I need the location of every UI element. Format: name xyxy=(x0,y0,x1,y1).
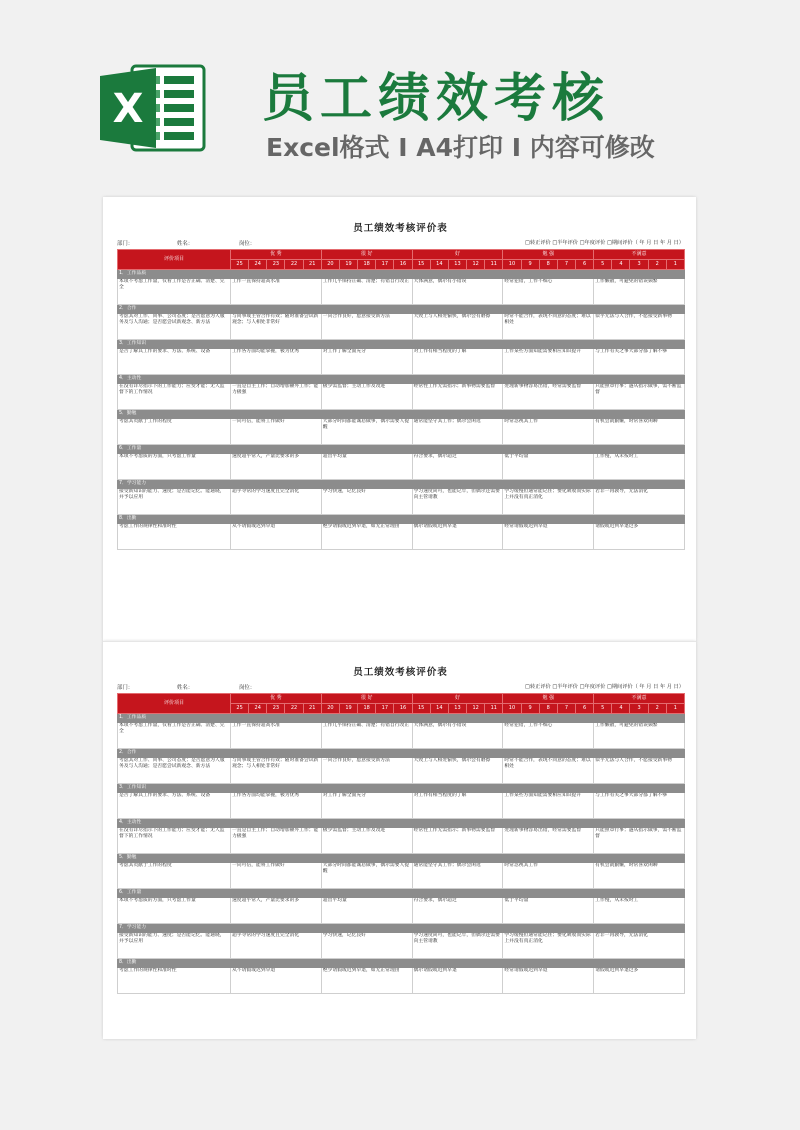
level-header: 很 好 xyxy=(321,694,412,704)
score-header[interactable]: 14 xyxy=(430,704,448,714)
post-label: 岗位： xyxy=(239,241,256,247)
level-header-row xyxy=(118,694,685,704)
level-header: 勉 强 xyxy=(503,694,594,704)
criteria-cell[interactable]: 工作某些方面知能需要相应知识提升 xyxy=(503,349,594,375)
item-description: 考虑其对工作、同事、公司态度；是否愿意为人服务及与人沟通；是否愿尝试新观念、新方法 xyxy=(118,758,231,784)
criteria-cell[interactable]: 偶尔请假或迟到早退 xyxy=(412,968,503,994)
category-row xyxy=(118,445,685,454)
criteria-cell[interactable]: 处理新事物容易出错，经常需要监督 xyxy=(503,828,594,854)
item-description: 本项不考虑工作量，仅看工作是否正确、清楚、完全 xyxy=(118,723,231,749)
score-header[interactable]: 11 xyxy=(485,704,503,714)
page-subtitle: Excel格式 I A4打印 I 内容可修改 xyxy=(266,133,655,162)
category-name: 7．学习能力 xyxy=(118,924,685,933)
score-header[interactable]: 7 xyxy=(557,260,575,270)
criteria-cell[interactable]: 一向合作良好，愿意接受新方法 xyxy=(321,314,412,340)
criteria-cell[interactable]: 符合要求，偶尔超过 xyxy=(412,454,503,480)
category-row xyxy=(118,410,685,419)
criteria-cell[interactable]: 超乎寻常的学习速度且完全消化 xyxy=(231,933,322,959)
score-header[interactable]: 21 xyxy=(303,260,321,270)
score-header[interactable]: 18 xyxy=(358,704,376,714)
evaluation-type-checks[interactable]: □转正评价 □半年评价 □年度评价 □期间评价（ 年 月 日 年 月 日） xyxy=(525,240,684,246)
score-header[interactable]: 2 xyxy=(648,260,666,270)
criteria-cell[interactable]: 工作几乎保持正确、清楚；有错自行改正 xyxy=(321,279,412,305)
score-header[interactable]: 7 xyxy=(557,704,575,714)
score-header[interactable]: 12 xyxy=(467,260,485,270)
criteria-cell[interactable]: 超出平均量 xyxy=(321,454,412,480)
criteria-row xyxy=(118,898,685,924)
criteria-cell[interactable]: 时常忽视其工作 xyxy=(503,863,594,889)
criteria-cell[interactable]: 工作懒散，可避免的错误频繁 xyxy=(594,723,685,749)
name-label: 姓名： xyxy=(177,241,194,247)
criteria-cell[interactable]: 从不请假或迟到早退 xyxy=(231,968,322,994)
criteria-cell[interactable]: 绝少请假或迟到早退，如无正常理由 xyxy=(321,968,412,994)
excel-logo-icon xyxy=(98,60,208,156)
score-header[interactable]: 4 xyxy=(612,704,630,714)
level-header: 不满意 xyxy=(594,694,685,704)
category-name: 5．勤勉 xyxy=(118,854,685,863)
form-sheet-2 xyxy=(103,641,696,1039)
score-header[interactable]: 20 xyxy=(321,260,339,270)
category-name: 6．工作量 xyxy=(118,445,685,454)
criteria-cell[interactable]: 工作一直保持超高水准 xyxy=(231,723,322,749)
criteria-row xyxy=(118,758,685,784)
item-description: 本项不考虑工作量，仅看工作是否正确、清楚、完全 xyxy=(118,279,231,305)
form-title: 员工绩效考核评价表 xyxy=(353,223,448,234)
score-header[interactable]: 19 xyxy=(339,704,357,714)
criteria-cell[interactable]: 大体满意，偶尔有小错误 xyxy=(412,279,503,305)
criteria-row xyxy=(118,723,685,749)
criteria-row xyxy=(118,419,685,445)
criteria-cell[interactable]: 似乎无法与人合作，不愿接受新事物 xyxy=(594,314,685,340)
criteria-cell[interactable]: 工作一直保持超高水准 xyxy=(231,279,322,305)
criteria-cell[interactable]: 对工作有相当程度的了解 xyxy=(412,349,503,375)
score-header[interactable]: 1 xyxy=(666,260,684,270)
criteria-cell[interactable]: 经常犯错，工作不细心 xyxy=(503,279,594,305)
criteria-cell[interactable]: 对工作了解全面充分 xyxy=(321,349,412,375)
category-row xyxy=(118,714,685,723)
level-header: 不满意 xyxy=(594,250,685,260)
criteria-cell[interactable]: 一向可信，能将工作做好 xyxy=(231,419,322,445)
category-name: 2．合作 xyxy=(118,749,685,758)
page-header xyxy=(0,0,800,190)
criteria-cell[interactable]: 一向可信，能将工作做好 xyxy=(231,863,322,889)
criteria-cell[interactable]: 偶尔请假或迟到早退 xyxy=(412,524,503,550)
item-header: 评价项目 xyxy=(118,694,231,714)
category-row xyxy=(118,340,685,349)
score-header[interactable]: 25 xyxy=(231,704,249,714)
criteria-cell[interactable]: 低于平均量 xyxy=(503,898,594,924)
criteria-cell[interactable]: 工作各方面均能掌握，极为优秀 xyxy=(231,349,322,375)
form-content xyxy=(117,221,684,550)
score-header[interactable]: 6 xyxy=(576,704,594,714)
score-header[interactable]: 17 xyxy=(376,704,394,714)
score-header[interactable]: 9 xyxy=(521,260,539,270)
form-title: 员工绩效考核评价表 xyxy=(353,667,448,678)
criteria-cell[interactable]: 请假或迟到早退过多 xyxy=(594,524,685,550)
score-header[interactable]: 22 xyxy=(285,704,303,714)
level-header: 好 xyxy=(412,694,503,704)
criteria-row xyxy=(118,863,685,889)
criteria-cell[interactable]: 通常能坚守其工作；偶尔会闲逛 xyxy=(412,419,503,445)
category-row xyxy=(118,959,685,968)
criteria-cell[interactable]: 工作某些方面知能需要相应知识提升 xyxy=(503,793,594,819)
score-header[interactable]: 24 xyxy=(249,260,267,270)
criteria-cell[interactable]: 一直是自主工作；自动增加额外工作；能力极强 xyxy=(231,828,322,854)
evaluation-table xyxy=(117,249,685,550)
category-name: 8．出勤 xyxy=(118,959,685,968)
criteria-cell[interactable]: 经常性工作无需指示；新事物需要监督 xyxy=(412,384,503,410)
criteria-cell[interactable]: 若非一再教导，无法消化 xyxy=(594,933,685,959)
criteria-row xyxy=(118,793,685,819)
criteria-cell[interactable]: 与工作有关之事大部分都了解不够 xyxy=(594,349,685,375)
criteria-row xyxy=(118,314,685,340)
score-header[interactable]: 9 xyxy=(521,704,539,714)
criteria-cell[interactable]: 低于平均量 xyxy=(503,454,594,480)
logo-letter: X xyxy=(112,86,144,132)
score-header[interactable]: 21 xyxy=(303,704,321,714)
score-header[interactable]: 11 xyxy=(485,260,503,270)
criteria-cell[interactable]: 工作懒散，可避免的错误频繁 xyxy=(594,279,685,305)
level-header-row xyxy=(118,250,685,260)
item-description: 在没有详尽指示下的工作能力；应变才能；无人监督下的工作情况 xyxy=(118,384,231,410)
score-header[interactable]: 15 xyxy=(412,260,430,270)
score-header[interactable]: 12 xyxy=(467,704,485,714)
criteria-cell[interactable]: 学习快速，记忆良好 xyxy=(321,489,412,515)
criteria-cell[interactable]: 若非一再教导，无法消化 xyxy=(594,489,685,515)
criteria-row xyxy=(118,828,685,854)
item-description: 考虑工作的规律性和准时性 xyxy=(118,524,231,550)
item-description: 接受新知识的能力、速度；是否能记忆、能通晓，并予以应用 xyxy=(118,933,231,959)
criteria-cell[interactable]: 工作慢，从未按时工 xyxy=(594,454,685,480)
criteria-cell[interactable]: 请假或迟到早退过多 xyxy=(594,968,685,994)
category-row xyxy=(118,480,685,489)
score-header[interactable]: 13 xyxy=(448,704,466,714)
criteria-cell[interactable]: 大部分时间都能诚恳做事，偶尔需要人提醒 xyxy=(321,863,412,889)
category-row xyxy=(118,784,685,793)
criteria-cell[interactable]: 只能照章行事；遇从指示做事，需不断监督 xyxy=(594,828,685,854)
level-header: 很 好 xyxy=(321,250,412,260)
score-header[interactable]: 8 xyxy=(539,704,557,714)
criteria-cell[interactable]: 工作慢，从未按时工 xyxy=(594,898,685,924)
criteria-row xyxy=(118,524,685,550)
score-header[interactable]: 2 xyxy=(648,704,666,714)
category-name: 4．主动性 xyxy=(118,819,685,828)
category-row xyxy=(118,924,685,933)
item-description: 本项不考虑质的方面，只考虑工作量 xyxy=(118,898,231,924)
criteria-cell[interactable]: 对工作有相当程度的了解 xyxy=(412,793,503,819)
criteria-cell[interactable]: 时常不能合作，表现不同意的态度；难以相处 xyxy=(503,758,594,784)
criteria-cell[interactable]: 似乎无法与人合作，不愿接受新事物 xyxy=(594,758,685,784)
dept-label: 部门： xyxy=(117,685,134,691)
criteria-cell[interactable]: 时常不能合作，表现不同意的态度；难以相处 xyxy=(503,314,594,340)
name-label: 姓名： xyxy=(177,685,194,691)
item-description: 是否了解其工作的要求、方法、系统、设备 xyxy=(118,349,231,375)
category-name: 4．主动性 xyxy=(118,375,685,384)
page-title: 员工绩效考核 xyxy=(262,69,611,129)
item-description: 考虑其贡献于工作的程度 xyxy=(118,863,231,889)
criteria-cell[interactable]: 从不请假或迟到早退 xyxy=(231,524,322,550)
criteria-cell[interactable]: 有机会就偷懒，时常喜欢闲聊 xyxy=(594,863,685,889)
criteria-cell[interactable]: 与同事或主管合作有效；随时准备尝试新观念；与人相处非常好 xyxy=(231,314,322,340)
item-description: 本项不考虑质的方面，只考虑工作量 xyxy=(118,454,231,480)
criteria-cell[interactable]: 经常请假或迟到早退 xyxy=(503,524,594,550)
post-label: 岗位： xyxy=(239,685,256,691)
criteria-cell[interactable]: 大体满意，偶尔有小错误 xyxy=(412,723,503,749)
item-description: 在没有详尽指示下的工作能力；应变才能；无人监督下的工作情况 xyxy=(118,828,231,854)
criteria-cell[interactable]: 经常犯错，工作不细心 xyxy=(503,723,594,749)
criteria-cell[interactable]: 一向合作良好，愿意接受新方法 xyxy=(321,758,412,784)
criteria-cell[interactable]: 符合要求，偶尔超过 xyxy=(412,898,503,924)
score-header[interactable]: 13 xyxy=(448,260,466,270)
category-row xyxy=(118,515,685,524)
score-header[interactable]: 23 xyxy=(267,704,285,714)
category-name: 1．工作品质 xyxy=(118,714,685,723)
score-header[interactable]: 4 xyxy=(612,260,630,270)
level-header: 好 xyxy=(412,250,503,260)
category-name: 6．工作量 xyxy=(118,889,685,898)
category-name: 8．出勤 xyxy=(118,515,685,524)
info-row xyxy=(117,681,684,693)
score-header[interactable]: 14 xyxy=(430,260,448,270)
category-name: 3．工作知识 xyxy=(118,340,685,349)
criteria-cell[interactable]: 学习缓慢但通常能记住；要化吸收而实际上并没有真正消化 xyxy=(503,933,594,959)
criteria-cell[interactable]: 处理新事物容易出错，经常需要监督 xyxy=(503,384,594,410)
criteria-cell[interactable]: 大部分时间都能诚恳做事，偶尔需要人提醒 xyxy=(321,419,412,445)
criteria-cell[interactable]: 大致上与人相处愉快，偶尔会有磨擦 xyxy=(412,314,503,340)
category-name: 3．工作知识 xyxy=(118,784,685,793)
criteria-cell[interactable]: 学习速度尚可，也能记牢，但偶尔还需要向主管请教 xyxy=(412,489,503,515)
category-row xyxy=(118,889,685,898)
score-header[interactable]: 25 xyxy=(231,260,249,270)
score-header[interactable]: 5 xyxy=(594,260,612,270)
score-header[interactable]: 16 xyxy=(394,260,412,270)
form-sheet-1 xyxy=(103,197,696,641)
category-name: 5．勤勉 xyxy=(118,410,685,419)
category-row xyxy=(118,305,685,314)
criteria-row xyxy=(118,454,685,480)
criteria-cell[interactable]: 工作几乎保持正确、清楚；有错自行改正 xyxy=(321,723,412,749)
criteria-row xyxy=(118,968,685,994)
page-divider xyxy=(103,641,696,642)
criteria-cell[interactable]: 对工作了解全面充分 xyxy=(321,793,412,819)
criteria-cell[interactable]: 超乎寻常的学习速度且完全消化 xyxy=(231,489,322,515)
criteria-cell[interactable]: 工作各方面均能掌握，极为优秀 xyxy=(231,793,322,819)
evaluation-table xyxy=(117,693,685,994)
score-header[interactable]: 22 xyxy=(285,260,303,270)
score-header[interactable]: 20 xyxy=(321,704,339,714)
item-description: 是否了解其工作的要求、方法、系统、设备 xyxy=(118,793,231,819)
criteria-cell[interactable]: 经常性工作无需指示；新事物需要监督 xyxy=(412,828,503,854)
criteria-cell[interactable]: 有机会就偷懒，时常喜欢闲聊 xyxy=(594,419,685,445)
item-description: 考虑其贡献于工作的程度 xyxy=(118,419,231,445)
criteria-cell[interactable]: 速度超乎常人，产量比要求的多 xyxy=(231,454,322,480)
score-header[interactable]: 23 xyxy=(267,260,285,270)
criteria-cell[interactable]: 与工作有关之事大部分都了解不够 xyxy=(594,793,685,819)
criteria-cell[interactable]: 时常忽视其工作 xyxy=(503,419,594,445)
level-header: 勉 强 xyxy=(503,250,594,260)
criteria-row xyxy=(118,933,685,959)
criteria-cell[interactable]: 极少需监督；主动工作及改进 xyxy=(321,384,412,410)
criteria-cell[interactable]: 超出平均量 xyxy=(321,898,412,924)
criteria-cell[interactable]: 极少需监督；主动工作及改进 xyxy=(321,828,412,854)
item-header: 评价项目 xyxy=(118,250,231,270)
criteria-row xyxy=(118,384,685,410)
score-header[interactable]: 18 xyxy=(358,260,376,270)
score-header[interactable]: 3 xyxy=(630,260,648,270)
item-description: 接受新知识的能力、速度；是否能记忆、能通晓，并予以应用 xyxy=(118,489,231,515)
score-header[interactable]: 15 xyxy=(412,704,430,714)
category-row xyxy=(118,854,685,863)
category-row xyxy=(118,819,685,828)
criteria-row xyxy=(118,489,685,515)
category-name: 2．合作 xyxy=(118,305,685,314)
item-description: 考虑工作的规律性和准时性 xyxy=(118,968,231,994)
info-row xyxy=(117,237,684,249)
criteria-cell[interactable]: 只能照章行事；遇从指示做事，需不断监督 xyxy=(594,384,685,410)
category-row xyxy=(118,270,685,279)
score-header[interactable]: 10 xyxy=(503,260,521,270)
criteria-cell[interactable]: 绝少请假或迟到早退，如无正常理由 xyxy=(321,524,412,550)
score-header[interactable]: 1 xyxy=(666,704,684,714)
criteria-row xyxy=(118,349,685,375)
item-description: 考虑其对工作、同事、公司态度；是否愿意为人服务及与人沟通；是否愿尝试新观念、新方法 xyxy=(118,314,231,340)
score-header[interactable]: 8 xyxy=(539,260,557,270)
criteria-cell[interactable]: 通常能坚守其工作；偶尔会闲逛 xyxy=(412,863,503,889)
criteria-cell[interactable]: 与同事或主管合作有效；随时准备尝试新观念；与人相处非常好 xyxy=(231,758,322,784)
criteria-cell[interactable]: 速度超乎常人，产量比要求的多 xyxy=(231,898,322,924)
criteria-cell[interactable]: 学习缓慢但通常能记住；要化吸收而实际上并没有真正消化 xyxy=(503,489,594,515)
evaluation-type-checks[interactable]: □转正评价 □半年评价 □年度评价 □期间评价（ 年 月 日 年 月 日） xyxy=(525,684,684,690)
level-header: 优 秀 xyxy=(231,250,322,260)
criteria-cell[interactable]: 大致上与人相处愉快，偶尔会有磨擦 xyxy=(412,758,503,784)
category-name: 1．工作品质 xyxy=(118,270,685,279)
form-content xyxy=(117,665,684,994)
score-header[interactable]: 19 xyxy=(339,260,357,270)
score-header[interactable]: 5 xyxy=(594,704,612,714)
score-header[interactable]: 10 xyxy=(503,704,521,714)
criteria-cell[interactable]: 学习速度尚可，也能记牢，但偶尔还需要向主管请教 xyxy=(412,933,503,959)
score-header[interactable]: 16 xyxy=(394,704,412,714)
dept-label: 部门： xyxy=(117,241,134,247)
criteria-row xyxy=(118,279,685,305)
criteria-cell[interactable]: 经常请假或迟到早退 xyxy=(503,968,594,994)
category-name: 7．学习能力 xyxy=(118,480,685,489)
category-row xyxy=(118,749,685,758)
criteria-cell[interactable]: 学习快速，记忆良好 xyxy=(321,933,412,959)
score-header[interactable]: 3 xyxy=(630,704,648,714)
category-row xyxy=(118,375,685,384)
level-header: 优 秀 xyxy=(231,694,322,704)
score-header[interactable]: 17 xyxy=(376,260,394,270)
criteria-cell[interactable]: 一直是自主工作；自动增加额外工作；能力极强 xyxy=(231,384,322,410)
score-header[interactable]: 24 xyxy=(249,704,267,714)
score-header[interactable]: 6 xyxy=(576,260,594,270)
